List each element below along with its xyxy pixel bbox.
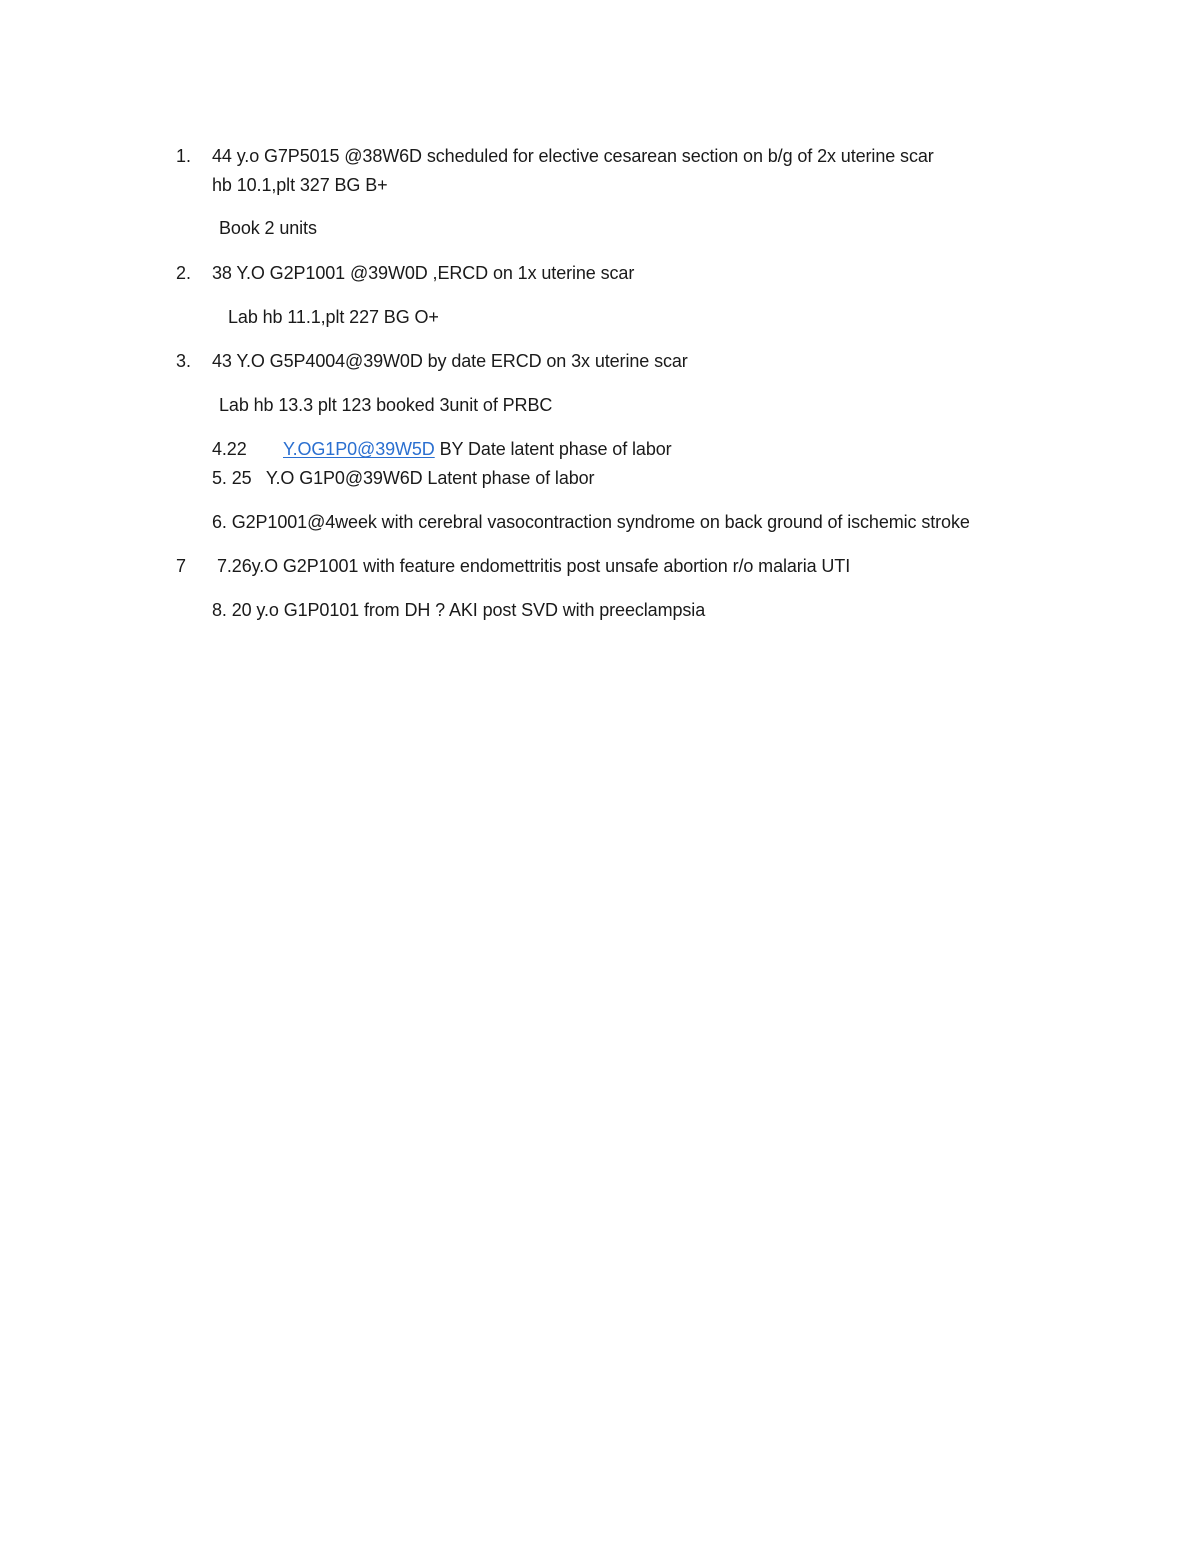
item-4-link[interactable]: Y.OG1P0@39W5D	[283, 439, 435, 459]
item-8-text: 8. 20 y.o G1P0101 from DH ? AKI post SVD with preeclampsia	[212, 600, 706, 620]
item-6-text: 6. G2P1001@4week with cerebral vasocontraction syndrome on back ground of ischemic stroke	[212, 512, 970, 532]
list-marker-7: 7	[176, 556, 187, 576]
item-3-note: Lab hb 13.3 plt 123 booked 3unit of PRBC	[219, 395, 553, 415]
list-marker-1: 1.	[176, 146, 192, 166]
item-1-lab: hb 10.1,plt 327 BG B+	[212, 175, 388, 195]
item-2-text: 38 Y.O G2P1001 @39W0D ,ERCD on 1x uterine scar	[212, 263, 635, 283]
item-4-prefix: 4.22	[212, 439, 247, 459]
list-marker-3: 3.	[176, 351, 192, 371]
item-4-line	[283, 438, 672, 460]
item-2-note: Lab hb 11.1,plt 227 BG O+	[228, 307, 439, 327]
item-4-suffix: BY Date latent phase of labor	[434, 439, 672, 459]
item-3-text: 43 Y.O G5P4004@39W0D by date ERCD on 3x uterine scar	[212, 351, 688, 371]
item-1-text: 44 y.o G7P5015 @38W6D scheduled for elective cesarean section on b/g of 2x uterine scar	[212, 146, 934, 166]
item-7-text: 7.26y.O G2P1001 with feature endomettritis post unsafe abortion r/o malaria UTI	[217, 556, 851, 576]
list-marker-2: 2.	[176, 263, 192, 283]
item-5-text: 5. 25 Y.O G1P0@39W6D Latent phase of labor	[212, 468, 595, 488]
item-1-note: Book 2 units	[219, 218, 317, 238]
